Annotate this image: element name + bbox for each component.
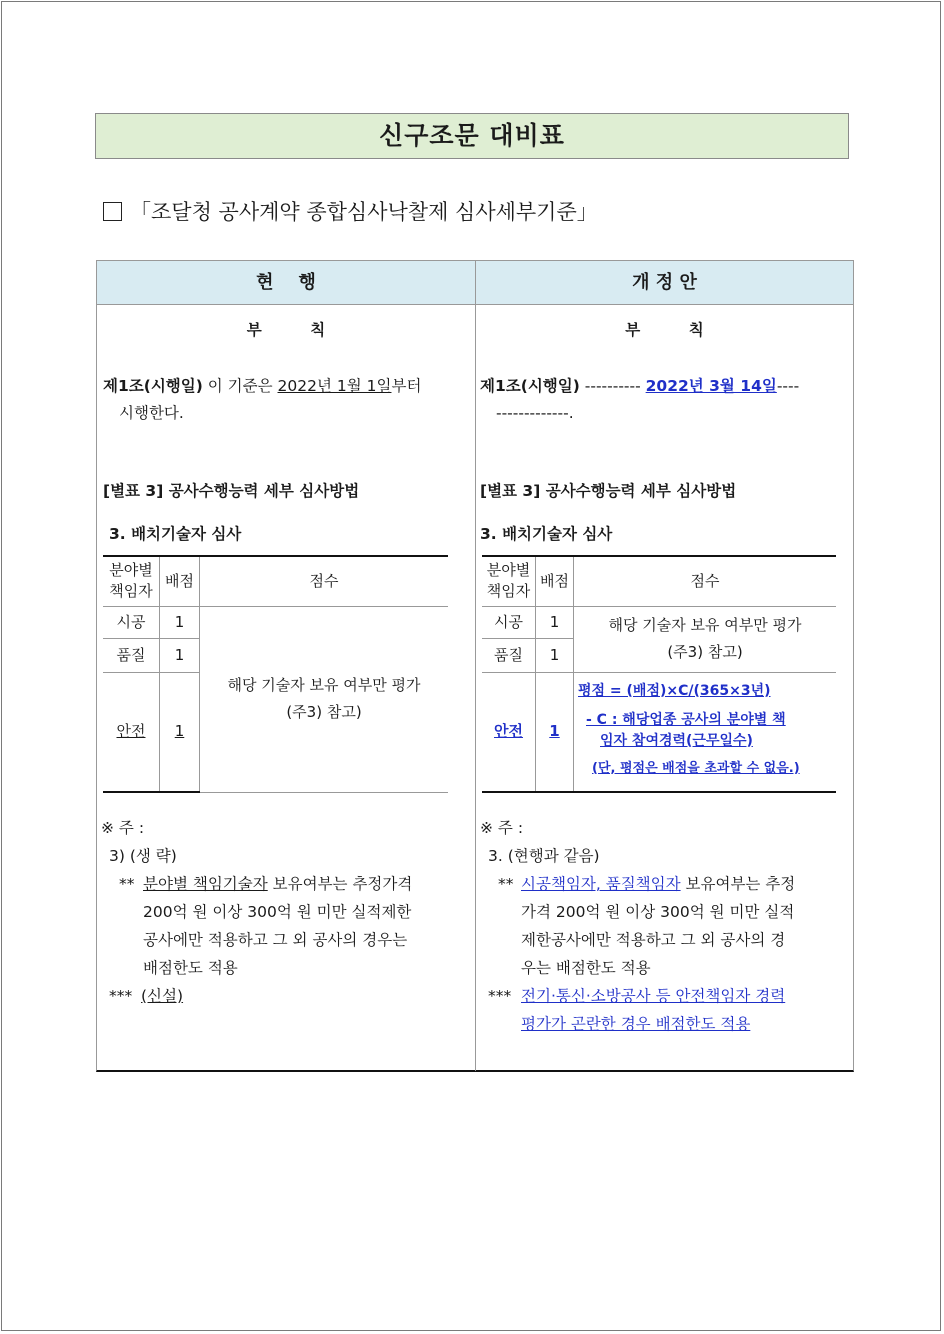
header-field-line1: 분야별	[486, 561, 531, 580]
left-note-star2-text: 보유여부는 추정가격	[267, 875, 413, 893]
row-points: 1	[160, 606, 200, 638]
safety-c-line2	[578, 731, 836, 752]
row-field: 시공	[482, 606, 536, 638]
left-note-star2-underlined: 분야별 책임기술자	[143, 875, 268, 893]
left-article1-line2: 시행한다.	[119, 404, 184, 422]
safety-c-text1: - C : 해당업종 공사의 분야별 책	[586, 711, 786, 728]
table-header-row	[103, 556, 448, 606]
row-field: 품질	[482, 638, 536, 672]
right-note-star2-mark: **	[498, 875, 514, 893]
right-article1	[480, 375, 799, 397]
score-line2: (주3) 참고)	[667, 643, 743, 661]
table-row	[103, 606, 448, 638]
header-current: 현 행	[256, 272, 316, 293]
table-header-field	[103, 556, 160, 606]
table-header-score: 점수	[200, 556, 449, 606]
safety-c-text2: 임자 참여경력(근무일수)	[600, 732, 753, 749]
document-title: 신구조문 대비표	[95, 113, 849, 159]
right-art1-dash-b: ----	[776, 377, 800, 395]
header-field-line2: 책임자	[486, 582, 531, 601]
left-note-star2-line1	[143, 873, 412, 895]
right-note-star3-line1: 전기·통신·소방공사 등 안전책임자 경력	[521, 987, 786, 1005]
left-art1-text: 이 기준은	[202, 377, 278, 395]
row-points: 1	[536, 638, 574, 672]
column-divider	[475, 261, 476, 1071]
safety-cap: (단, 평점은 배점을 초과할 수 없음.)	[592, 760, 800, 776]
left-note-star3-mark: ***	[109, 987, 133, 1005]
score-line1: 해당 기술자 보유 여부만 평가	[227, 676, 421, 694]
right-note-star2-line3: 제한공사에만 적용하고 그 외 공사의 경	[521, 931, 786, 949]
left-section: 3. 배치기술자 심사	[109, 525, 242, 543]
row-score-merged	[574, 606, 837, 672]
safety-formula: 평점 = (배점)×C/(365×3년)	[578, 682, 771, 699]
left-note-star2-mark: **	[119, 875, 135, 893]
comparison-table	[96, 260, 854, 1072]
safety-score-cell	[574, 672, 837, 792]
table-header-points: 배점	[536, 556, 574, 606]
left-art1-label: 제1조(시행일)	[103, 377, 203, 395]
right-note-star2-line2: 가격 200억 원 이상 300억 원 미만 실적	[521, 903, 795, 921]
header-revision: 개 정 안	[632, 272, 697, 293]
document-subtitle	[103, 196, 598, 226]
score-line1: 해당 기술자 보유 여부만 평가	[608, 616, 802, 634]
header-field-line1: 분야별	[109, 561, 153, 580]
right-section: 3. 배치기술자 심사	[480, 525, 613, 543]
right-note3: 3. (현행과 같음)	[488, 847, 600, 865]
right-note-star2-line4: 우는 배점한도 적용	[521, 959, 651, 977]
left-buchik: 부 칙	[246, 321, 326, 339]
row-field: 시공	[103, 606, 160, 638]
left-art1-text-b: 부터	[391, 377, 422, 395]
left-art1-date: 2022년 1월 1일	[277, 377, 392, 395]
row-field: 안전	[103, 672, 160, 792]
subtitle-text: 「조달청 공사계약 종합심사낙찰제 심사세부기준」	[130, 200, 598, 224]
table-row	[482, 672, 836, 792]
left-annex: [별표 3] 공사수행능력 세부 심사방법	[103, 482, 360, 500]
left-note-star2-line4: 배점한도 적용	[143, 959, 238, 977]
left-note-head: ※ 주 :	[101, 819, 145, 837]
table-header-row	[482, 556, 836, 606]
row-points: 1	[536, 606, 574, 638]
row-field: 안전	[482, 672, 536, 792]
right-note-head: ※ 주 :	[480, 819, 524, 837]
right-note-star2-line1	[521, 873, 795, 895]
table-header-score: 점수	[574, 556, 837, 606]
table-header-points: 배점	[160, 556, 200, 606]
right-note-star3-mark: ***	[488, 987, 512, 1005]
score-line2: (주3) 참고)	[286, 703, 362, 721]
left-article1	[103, 375, 421, 397]
row-field: 품질	[103, 638, 160, 672]
row-points: 1	[536, 672, 574, 792]
checkbox-square-icon	[103, 202, 122, 221]
left-note-star2-line2: 200억 원 이상 300억 원 미만 실적제한	[143, 903, 412, 921]
right-buchik: 부 칙	[625, 321, 704, 339]
right-note-star3-line2: 평가가 곤란한 경우 배점한도 적용	[521, 1015, 751, 1033]
left-note3: 3) (생 략)	[109, 847, 177, 865]
safety-c-line1	[578, 710, 836, 731]
row-score-merged	[200, 606, 449, 792]
left-note-star2-line3: 공사에만 적용하고 그 외 공사의 경우는	[143, 931, 408, 949]
right-art1-date: 2022년 3월 14일	[645, 377, 777, 395]
right-score-table	[482, 555, 836, 793]
table-header-field	[482, 556, 536, 606]
right-note-star2-text: 보유여부는 추정	[680, 875, 796, 893]
right-art1-label: 제1조(시행일)	[480, 377, 580, 395]
left-note-star3: (신설)	[141, 987, 184, 1005]
table-row	[482, 606, 836, 638]
right-note-star2-underlined: 시공책임자, 품질책임자	[521, 875, 681, 893]
right-art1-dash-a: ----------	[579, 377, 646, 395]
header-field-line2: 책임자	[109, 582, 153, 601]
row-points: 1	[160, 672, 200, 792]
right-article1-line2: -------------.	[496, 404, 574, 422]
right-annex: [별표 3] 공사수행능력 세부 심사방법	[480, 482, 737, 500]
row-points: 1	[160, 638, 200, 672]
left-score-table	[103, 555, 448, 793]
